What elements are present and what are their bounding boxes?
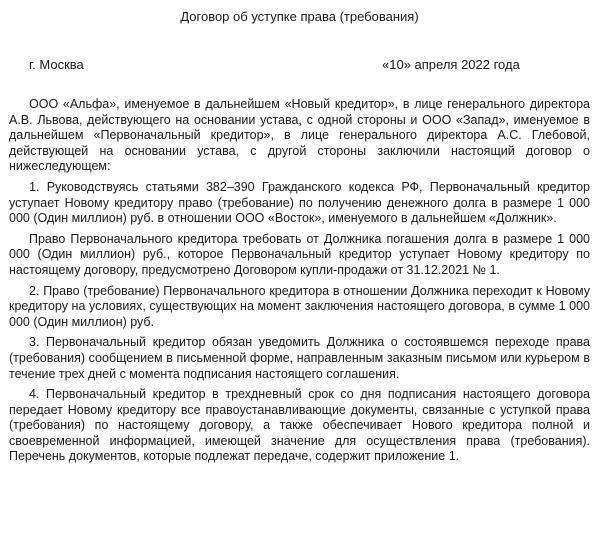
clause-1-continuation-paragraph: Право Первоначального кредитора требовать от Должника погашения долга в размере 1 000 000 (Один миллион) руб., которое Первоначальный кредитор уступает Новому кредитору по настоящему договору, предусмотрено Договором купли-продажи от 31.12.2021 № 1. [9,231,590,277]
document-city: г. Москва [29,57,84,72]
clause-2-paragraph: 2. Право (требование) Первоначального кредитора в отношении Должника переходит к Новому кредитору на условиях, существующих на момент заключения настоящего договора, в сумме 1 000 000 (Один миллион) руб. [9,283,590,329]
clause-4-paragraph: 4. Первоначальный кредитор в трехдневный срок со дня подписания настоящего договора передает Новому кредитору все правоустанавливающие документы, связанные с уступкой права (требования) по настоящему договору, а также обеспечивает Нового кредитора полной и своевременной информацией, имеющей значение для осуществления права (требования). Перечень документов, которые подлежат передаче, содержит приложение 1. [9,387,590,464]
preamble-paragraph: ООО «Альфа», именуемое в дальнейшем «Новый кредитор», в лице генерального директора А.В. Львова, действующего на основании устава, с одной стороны и ООО «Запад», именуемое в дальнейшем «Первоначальный кредитор», в лице генерального директора А.С. Глебовой, действующей на основании устава, с другой стороны заключили настоящий договор о нижеследующем: [9,97,590,174]
clause-3-paragraph: 3. Первоначальный кредитор обязан уведомить Должника о состоявшемся переходе права (требования) сообщением в письменной форме, направленным заказным письмом или курьером в течение трех дней с момента подписания настоящего соглашения. [9,335,590,381]
clause-1-paragraph: 1. Руководствуясь статьями 382–390 Гражданского кодекса РФ, Первоначальный кредитор уступает Новому кредитору право (требование) по получению денежного долга в размере 1 000 000 (Один миллион) руб. в отношении ООО «Восток», именуемого в дальнейшем «Должник». [9,179,590,226]
document-body [9,97,590,470]
document-title: Договор об уступке права (требования) [180,9,419,24]
document-date: «10» апреля 2022 года [382,57,520,72]
